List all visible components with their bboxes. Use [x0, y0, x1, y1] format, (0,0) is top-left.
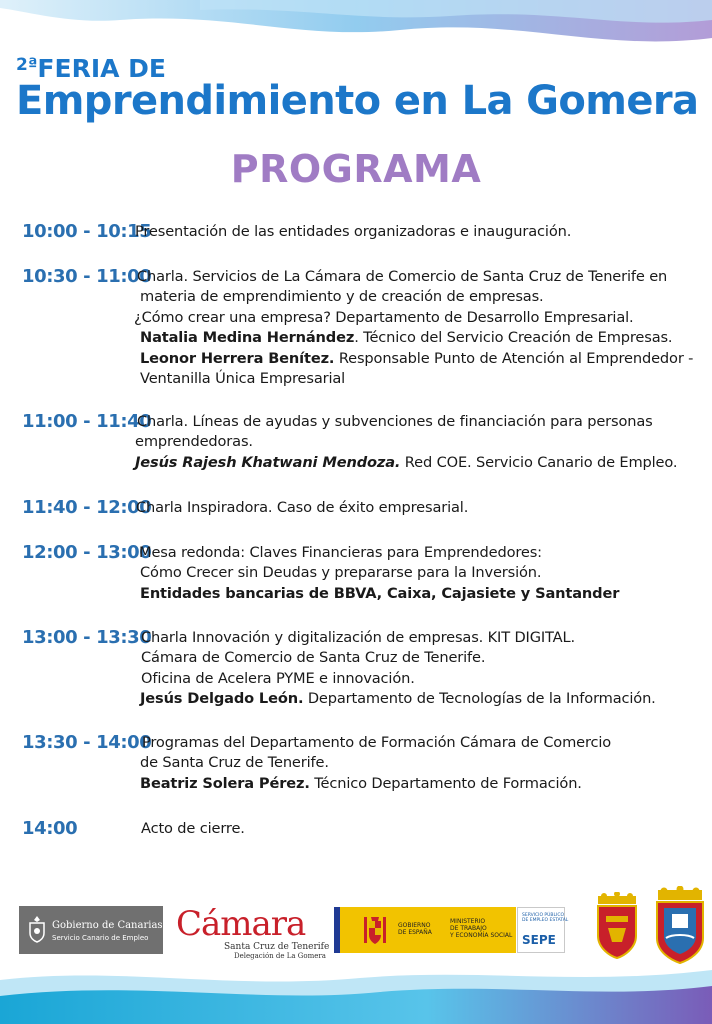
slot-description-line	[137, 267, 667, 287]
gomera-cabildo-shield-icon	[594, 892, 640, 960]
slot-time: 13:30 - 14:00	[22, 732, 152, 753]
gobierno-canarias-logo	[19, 906, 163, 954]
slot-description-line	[141, 669, 415, 689]
bottom-wave-decoration	[0, 956, 712, 1024]
description-text: Charla Inspiradora. Caso de éxito empresarial.	[136, 499, 469, 516]
description-text: de Santa Cruz de Tenerife.	[140, 754, 329, 772]
slot-description-line	[135, 432, 253, 452]
slot-description-line	[140, 349, 693, 369]
description-text: Oficina de Acelera PYME e innovación.	[141, 669, 415, 687]
slot-description-line	[135, 453, 677, 473]
slot-description-line	[137, 412, 653, 432]
slot-time: 13:00 - 13:30	[22, 627, 152, 648]
description-text: ¿Cómo crear una empresa? Departamento de Desarrollo Empresarial.	[134, 308, 634, 326]
description-text: materia de emprendimiento y de creación de empresas.	[140, 288, 544, 306]
slot-time: 14:00	[22, 818, 78, 839]
title-feria: FERIA DE	[37, 54, 167, 83]
slot-description-line	[141, 648, 485, 668]
description-text: Responsable Punto de Atención al Emprendedor -	[334, 349, 694, 367]
ministerio-text: MINISTERIO DE TRABAJO Y ECONOMÍA SOCIAL	[450, 918, 513, 939]
speaker-name: Natalia Medina Hernández	[140, 329, 355, 347]
speaker-name: Beatriz Solera Pérez.	[140, 774, 310, 792]
slot-description-line	[140, 584, 619, 604]
eu-flag-strip	[334, 907, 340, 953]
description-text: Mesa redonda: Claves Financieras para Emprendedores:	[139, 544, 542, 561]
description-text: Programas del Departamento de Formación Cámara de Comercio	[142, 734, 612, 751]
speaker-name: Leonor Herrera Benítez.	[140, 349, 335, 367]
canarias-crest-icon	[27, 915, 47, 943]
slot-description-line	[139, 543, 542, 563]
ministerio-logo	[334, 907, 516, 953]
slot-description-line	[140, 774, 582, 794]
slot-description-line	[140, 689, 656, 709]
gobierno-canarias-sub: Servicio Canario de Empleo	[52, 934, 149, 942]
speaker-name: Jesús Rajesh Khatwani Mendoza.	[135, 453, 401, 471]
programa-heading: PROGRAMA	[230, 147, 482, 191]
description-text: . Técnico del Servicio Creación de Empresas.	[354, 329, 673, 347]
description-text: Charla Innovación y digitalización de empresas. KIT DIGITAL.	[141, 629, 575, 646]
edition-number: 2ª	[16, 55, 38, 75]
gobierno-espana-text: GOBIERNO DE ESPAÑA	[398, 922, 432, 936]
slot-description-line	[142, 733, 611, 753]
slot-time: 10:00 - 10:15	[22, 221, 152, 242]
sepe-text: SEPE	[522, 933, 556, 947]
description-text: Charla. Líneas de ayudas y subvenciones de financiación para personas	[137, 413, 653, 430]
slot-description-line	[140, 328, 672, 348]
description-text: Acto de cierre.	[141, 820, 245, 837]
san-sebastian-shield-icon	[652, 886, 708, 966]
camara-logo	[176, 904, 330, 960]
description-text: emprendedoras.	[135, 433, 253, 451]
description-text: Cómo Crecer sin Deudas y prepararse para la Inversión.	[140, 564, 542, 582]
slot-description-line	[135, 222, 571, 242]
slot-time: 11:00 - 11:40	[22, 411, 152, 432]
camara-sub1: Santa Cruz de Tenerife	[224, 942, 330, 952]
speaker-name: Jesús Delgado León.	[140, 690, 304, 708]
slot-description-line	[141, 819, 245, 839]
slot-time: 12:00 - 13:00	[22, 542, 152, 563]
sepe-logo	[517, 907, 569, 953]
camara-name: Cámara	[176, 904, 306, 944]
description-text: Departamento de Tecnologías de la Información.	[303, 690, 656, 708]
slot-description-line	[140, 287, 544, 307]
spain-coat-of-arms-icon	[360, 915, 390, 947]
top-wave-decoration	[0, 0, 712, 60]
slot-description-line	[136, 498, 468, 518]
slot-time: 11:40 - 12:00	[22, 497, 152, 518]
description-text: Red COE. Servicio Canario de Empleo.	[400, 453, 678, 471]
description-text: Charla. Servicios de La Cámara de Comercio de Santa Cruz de Tenerife en	[137, 268, 668, 285]
description-text: Ventanilla Única Empresarial	[140, 370, 346, 387]
sepe-small-text: SERVICIO PÚBLICO DE EMPLEO ESTATAL	[522, 913, 569, 923]
slot-description-line	[140, 753, 329, 773]
description-text: Técnico Departamento de Formación.	[309, 774, 582, 792]
gobierno-canarias-name: Gobierno de Canarias	[52, 920, 163, 931]
page-title: Emprendimiento en La Gomera	[16, 78, 699, 124]
camara-sub2: Delegación de La Gomera	[234, 952, 326, 960]
slot-description-line	[141, 628, 575, 648]
speaker-name: Entidades bancarias de BBVA, Caixa, Cajasiete y Santander	[140, 584, 620, 602]
description-text: Cámara de Comercio de Santa Cruz de Tenerife.	[141, 649, 486, 667]
slot-time: 10:30 - 11:00	[22, 266, 152, 287]
slot-description-line	[134, 308, 634, 328]
slot-description-line	[140, 563, 541, 583]
header	[16, 54, 706, 123]
description-text: Presentación de las entidades organizadoras e inauguración.	[135, 223, 572, 240]
slot-description-line	[140, 369, 345, 389]
